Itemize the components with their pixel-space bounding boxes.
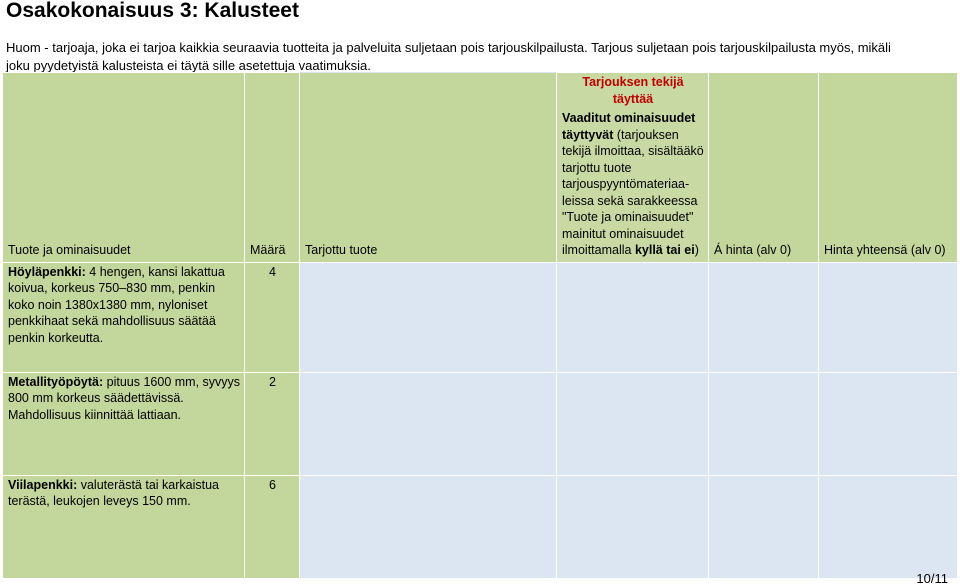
- disqualification-note: Huom - tarjoaja, joka ei tarjoa kaikkia seuraavia tuotteita ja palveluita suljetaan pois tarjouskilpailusta. Tarjous suljetaan pois tarjouskilpailusta myös, mikäli joku pyydetyistä kalusteista ei täytä sille asetettuja vaatimuksia.: [6, 40, 891, 73]
- product-description: 4 hengen, kansi lakattua koivua, korkeus 750–830 mm, penkin koko noin 1380x1380 mm, nyloniset penkkihaat sekä mahdollisuus säätää penkin korkeutta.: [8, 264, 225, 345]
- header-product: Tuote ja ominaisuudet: [3, 73, 245, 263]
- requirements-text: (tarjouksen tekijä ilmoittaa, sisältääkö tarjottu tuote tarjouspyyntömateriaa-leissa sekä sarakkeessa "Tuote ja ominaisuudet" mainitut ominaisuudet ilmoittamalla: [562, 127, 704, 257]
- product-cell: [3, 262, 245, 372]
- header-row: [3, 73, 958, 263]
- requirements-end: ): [694, 243, 699, 257]
- unit-price-input[interactable]: [709, 262, 819, 372]
- requirements-input[interactable]: [557, 475, 709, 578]
- requirements-bold: Vaaditut ominaisuudet täyttyvät: [562, 111, 696, 142]
- header-requirements: [557, 73, 709, 263]
- supplier-fills-label: Tarjouksen tekijä täyttää: [582, 75, 684, 106]
- header-total-price: Hinta yhteensä (alv 0): [819, 73, 958, 263]
- product-cell: [3, 372, 245, 475]
- requirements-input[interactable]: [557, 262, 709, 372]
- total-price-input[interactable]: [819, 262, 958, 372]
- header-offered: Tarjottu tuote: [300, 73, 557, 263]
- product-name: Höyläpenkki:: [8, 264, 86, 279]
- quantity-cell: 2: [245, 372, 300, 475]
- product-name: Metallityöpöytä:: [8, 374, 104, 389]
- offered-product-input[interactable]: [300, 372, 557, 475]
- unit-price-input[interactable]: [709, 475, 819, 578]
- page-title: Osakokonaisuus 3: Kalusteet: [6, 0, 299, 22]
- requirements-yesno: kyllä tai ei: [634, 243, 695, 257]
- total-price-input[interactable]: [819, 372, 958, 475]
- table-row: [3, 372, 958, 475]
- quantity-cell: 4: [245, 262, 300, 372]
- product-description: valuterästä tai karkaistua terästä, leukojen leveys 150 mm.: [8, 477, 219, 508]
- offered-product-input[interactable]: [300, 475, 557, 578]
- quantity-cell: 6: [245, 475, 300, 578]
- page-number: 10/11: [916, 571, 948, 586]
- table-row: [3, 475, 958, 578]
- header-quantity: Määrä: [245, 73, 300, 263]
- unit-price-input[interactable]: [709, 372, 819, 475]
- furniture-table: [2, 72, 958, 579]
- product-description: pituus 1600 mm, syvyys 800 mm korkeus säädettävissä. Mahdollisuus kiinnittää lattiaan.: [8, 374, 241, 422]
- header-unit-price: Á hinta (alv 0): [709, 73, 819, 263]
- requirements-input[interactable]: [557, 372, 709, 475]
- total-price-input[interactable]: [819, 475, 958, 578]
- table-row: [3, 262, 958, 372]
- offered-product-input[interactable]: [300, 262, 557, 372]
- product-cell: [3, 475, 245, 578]
- product-name: Viilapenkki:: [8, 477, 78, 492]
